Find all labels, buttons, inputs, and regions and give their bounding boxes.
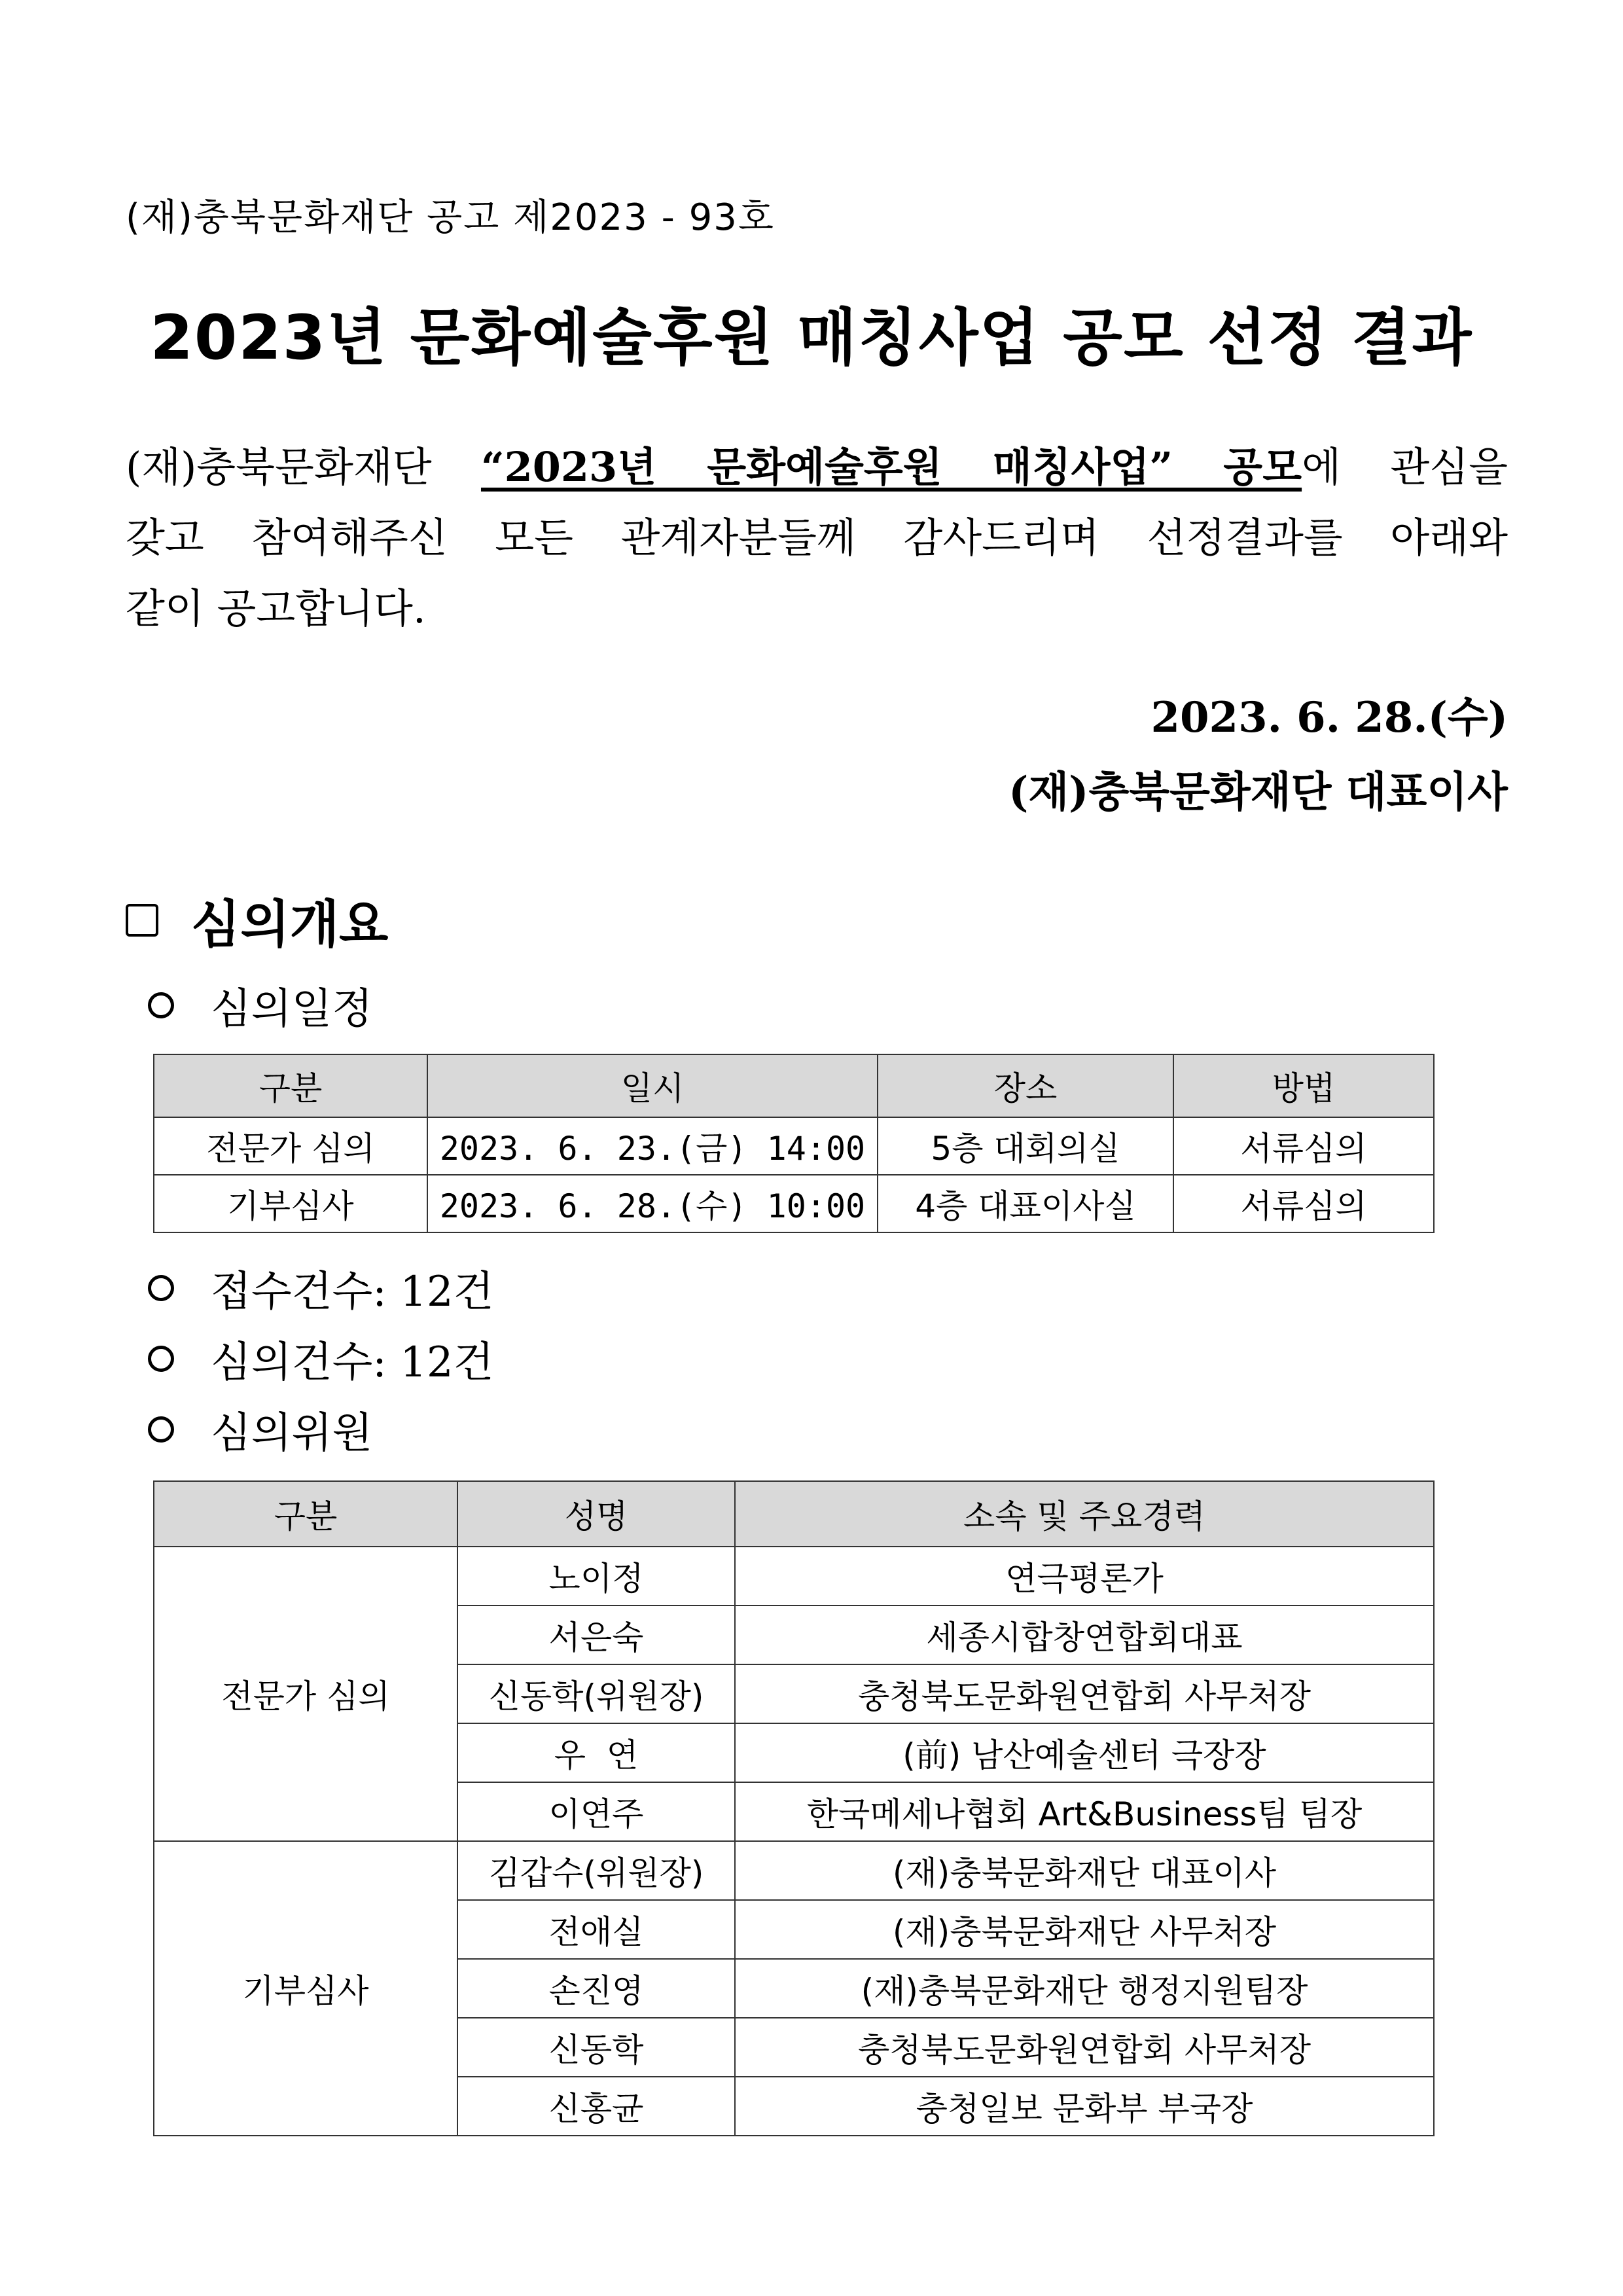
received-count-label: 접수건수: 12건 — [211, 1268, 494, 1316]
member-name: 신동학 — [457, 2018, 735, 2077]
schedule-table — [153, 1054, 1435, 1233]
member-affiliation: (前) 남산예술센터 극장장 — [735, 1723, 1434, 1782]
member-name: 전애실 — [457, 1900, 735, 1959]
issuer: (재)충북문화재단 대표이사 — [1008, 768, 1508, 817]
member-name: 신홍균 — [457, 2077, 735, 2136]
table-row — [154, 1841, 1434, 1900]
members-table — [153, 1480, 1435, 2136]
intro-emphasis: “2023년 문화예술후원 매칭사업” 공모 — [480, 443, 1302, 491]
member-name: 이연주 — [457, 1782, 735, 1841]
table-row — [154, 1117, 1434, 1175]
committee-subheading-label: 심의위원 — [211, 1409, 373, 1458]
intro-line-2: 갖고 참여해주신 모든 관계자분들께 감사드리며 선정결과를 아래와 — [126, 514, 1508, 562]
intro-prefix: (재)충북문화재단 — [126, 443, 481, 491]
member-affiliation: (재)충북문화재단 행정지원팀장 — [735, 1959, 1434, 2018]
received-count — [148, 1258, 493, 1318]
schedule-subheading — [148, 975, 372, 1035]
intro-line-3: 같이 공고합니다. — [126, 584, 426, 632]
signature-block — [1008, 681, 1508, 830]
category-cell: 기부심사 — [154, 1841, 457, 2136]
intro-line-1 — [126, 432, 1508, 503]
member-name: 노이정 — [457, 1547, 735, 1605]
section-heading-label: 심의개요 — [191, 895, 389, 954]
member-affiliation: 한국메세나협회 Art&Business팀 팀장 — [735, 1782, 1434, 1841]
category-cell: 전문가 심의 — [154, 1547, 457, 1841]
member-affiliation: 세종시합창연합회대표 — [735, 1605, 1434, 1664]
member-name: 김갑수(위원장) — [457, 1841, 735, 1900]
notice-date: 2023. 6. 28.(수) — [1150, 693, 1508, 742]
intro-suffix: 에 관심을 — [1302, 443, 1508, 491]
schedule-subheading-label: 심의일정 — [211, 985, 373, 1033]
table-row — [154, 1175, 1434, 1232]
table-header-cell: 일시 — [427, 1054, 878, 1117]
member-affiliation: 충청북도문화원연합회 사무처장 — [735, 1664, 1434, 1723]
circle-bullet-icon — [148, 1275, 174, 1301]
table-cell: 서류심의 — [1173, 1117, 1434, 1175]
reviewed-count-label: 심의건수: 12건 — [211, 1338, 494, 1387]
member-name: 신동학(위원장) — [457, 1664, 735, 1723]
notice-number: (재)충북문화재단 공고 제2023 - 93호 — [126, 196, 775, 239]
member-affiliation: 충청북도문화원연합회 사무처장 — [735, 2018, 1434, 2077]
committee-subheading — [148, 1399, 372, 1460]
table-cell: 기부심사 — [154, 1175, 427, 1232]
table-header-row — [154, 1054, 1434, 1117]
table-cell: 서류심의 — [1173, 1175, 1434, 1232]
table-header-row — [154, 1481, 1434, 1547]
section-heading — [126, 884, 388, 957]
member-affiliation: (재)충북문화재단 대표이사 — [735, 1841, 1434, 1900]
member-name: 우 연 — [457, 1723, 735, 1782]
table-header-cell: 구분 — [154, 1054, 427, 1117]
member-affiliation: 충청일보 문화부 부국장 — [735, 2077, 1434, 2136]
member-affiliation: (재)충북문화재단 사무처장 — [735, 1900, 1434, 1959]
table-cell: 5층 대회의실 — [878, 1117, 1173, 1175]
table-header-cell: 소속 및 주요경력 — [735, 1481, 1434, 1547]
table-cell: 4층 대표이사실 — [878, 1175, 1173, 1232]
table-header-cell: 성명 — [457, 1481, 735, 1547]
table-cell: 2023. 6. 23.(금) 14:00 — [427, 1117, 878, 1175]
circle-bullet-icon — [148, 1346, 174, 1372]
member-name: 서은숙 — [457, 1605, 735, 1664]
table-cell: 전문가 심의 — [154, 1117, 427, 1175]
table-header-cell: 장소 — [878, 1054, 1173, 1117]
table-header-cell: 방법 — [1173, 1054, 1434, 1117]
table-cell: 2023. 6. 28.(수) 10:00 — [427, 1175, 878, 1232]
page-title: 2023년 문화예술후원 매칭사업 공모 선정 결과 — [150, 302, 1473, 374]
circle-bullet-icon — [148, 992, 174, 1018]
table-header-cell: 구분 — [154, 1481, 457, 1547]
intro-paragraph — [126, 432, 1508, 644]
table-row — [154, 1547, 1434, 1605]
checkbox-icon — [126, 904, 158, 937]
reviewed-count — [148, 1329, 493, 1389]
member-affiliation: 연극평론가 — [735, 1547, 1434, 1605]
member-name: 손진영 — [457, 1959, 735, 2018]
circle-bullet-icon — [148, 1416, 174, 1443]
